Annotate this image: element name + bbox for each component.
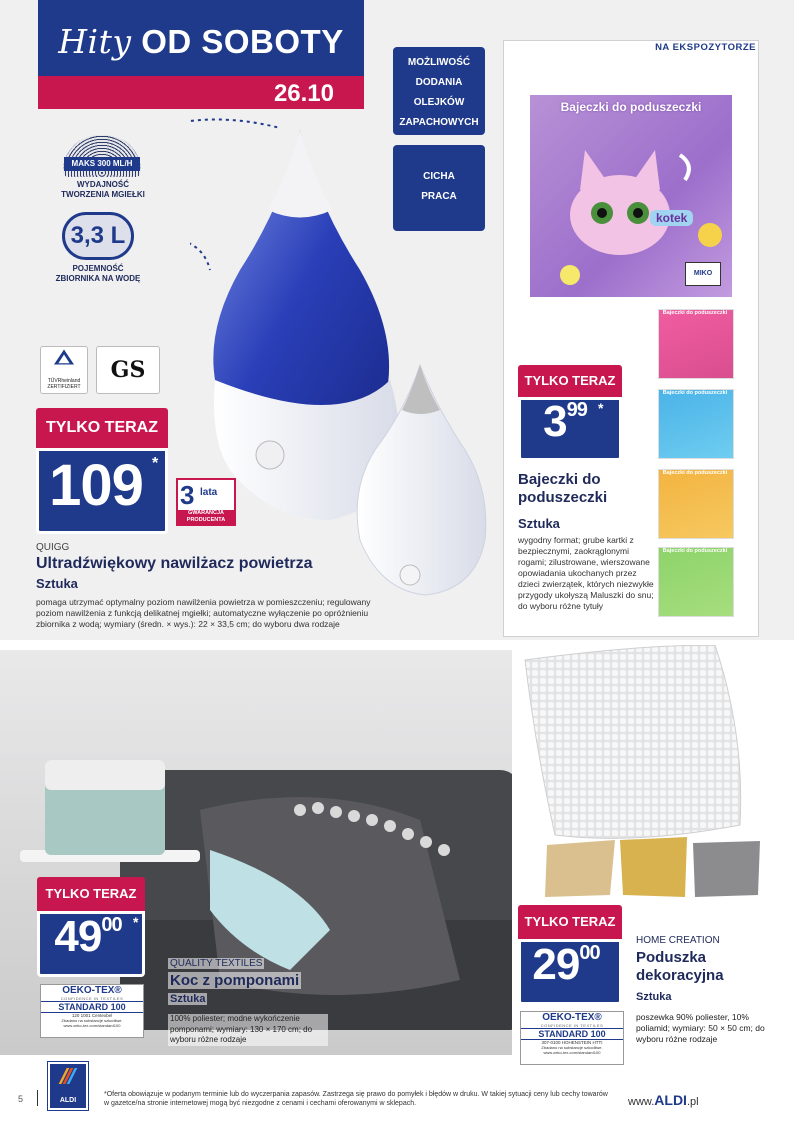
header-date: 26.10 <box>273 80 334 107</box>
pillow-description: poszewka 90% poliester, 10% poliamid; wymiary: 50 × 50 cm; do wyboru różne rodzaje <box>636 1012 765 1044</box>
blanket-price-int: 49 <box>54 912 102 961</box>
blanket-description: 100% poliester; modne wykończenie pomponami; wymiary: 130 × 170 cm; do wyboru różne rodzaje <box>168 1014 328 1046</box>
pillow-price-int: 29 <box>532 940 580 989</box>
blanket-oeko-code: 120 1001 Centexbel <box>71 1013 113 1018</box>
url-brand: ALDI <box>654 1092 687 1108</box>
book-variant-1 <box>658 309 734 379</box>
feature-quiet-box <box>393 145 485 231</box>
tank-value: 3,3 L <box>70 222 126 249</box>
feature-oil-line1: MOŻLIWOŚĆ <box>407 57 471 68</box>
folded-blanket-top <box>45 760 165 790</box>
feature-quiet-line2: PRACA <box>421 191 457 202</box>
blanket-tag-label: TYLKO TERAZ <box>37 877 145 911</box>
pillow-oeko-code: 307-0100 HOHENSTEIN HTTI <box>541 1040 603 1045</box>
mist-label-line2: TWORZENIA MGIEŁKI <box>61 190 145 199</box>
book-price-int: 3 <box>543 397 567 446</box>
book-variant-3 <box>658 469 734 539</box>
url-suffix: .pl <box>686 1096 699 1108</box>
book-name: Bajeczki do poduszeczki <box>518 471 608 506</box>
pillow-oeko-note2: www.oeko-tex.com/standard100 <box>543 1050 601 1055</box>
book-publisher-logo: MIKO <box>685 262 721 286</box>
header-title-rest: OD SOBOTY <box>141 23 344 60</box>
humidifier-price-star: * <box>152 455 159 472</box>
footer-divider <box>37 1090 38 1106</box>
pillow-main <box>525 645 741 838</box>
footnote: *Oferta obowiązuje w podanym terminie lub do wyczerpania zapasów. Zastrzega się prawo do pomyłek i błędów w druku. W takiej sytuacji ceny lub cechy towarów w gazetce/na stronie internetowej mogą być niezgodne z cenami i cechami oferowanymi w sklepach. <box>104 1091 608 1107</box>
blanket-price <box>40 912 139 962</box>
display-label: NA EKSPOZYTORZE <box>655 42 756 53</box>
blanket-price-dec: 00 <box>101 914 122 936</box>
book-variant-2 <box>658 389 734 459</box>
tuv-sub: ZERTIFIZIERT <box>47 384 81 390</box>
book-variant-1-title: Bajeczki do poduszeczki <box>662 310 728 316</box>
book-price-star: * <box>598 400 604 416</box>
pillow-price <box>520 940 612 990</box>
header-title <box>38 22 364 61</box>
humidifier-tag-label: TYLKO TERAZ <box>36 408 168 448</box>
tank-label-line2: ZBIORNIKA NA WODĘ <box>55 274 141 283</box>
feature-oil-line3: OLEJKÓW <box>413 97 465 108</box>
book-cover-title: Bajeczki do poduszeczki <box>560 100 702 114</box>
blanket-oeko-note1: Zbadano na substancje szkodliwe. <box>61 1018 123 1023</box>
blanket-unit: Sztuka <box>170 993 206 1005</box>
blanket-brand: QUALITY TEXTILES <box>170 958 263 969</box>
blanket-oeko-sub: CONFIDENCE IN TEXTILES <box>60 996 124 1001</box>
pillow-oeko-note1: Zbadano na substancje szkodliwe. <box>541 1045 603 1050</box>
mist-label-line1: WYDAJNOŚĆ <box>76 180 129 189</box>
book-unit: Sztuka <box>518 516 560 531</box>
tank-label-line1: POJEMNOŚĆ <box>72 264 124 273</box>
url-prefix: www. <box>628 1096 655 1108</box>
pillow-image <box>515 645 775 905</box>
pillow-price-dec: 00 <box>579 942 600 964</box>
aldi-website-link[interactable] <box>628 1092 699 1108</box>
humidifier-unit: Sztuka <box>36 576 78 591</box>
humidifier-description: pomaga utrzymać optymalny poziom nawilżenia powietrza w pomieszczeniu; regulowany poziom nawilżenia z funkcją delikatnej mgiełki; automatyczne wyłączenie po opróżnieniu zbiornika z wodą; wymiary (średn. × wys.): 22 × 33,5 cm; do wyboru dwa rodzaje <box>36 597 371 629</box>
header-title-script: Hity <box>58 22 132 61</box>
tuv-name: TÜVRheinland <box>47 378 81 384</box>
guarantee-text <box>178 510 234 524</box>
humidifier-knob <box>256 441 284 469</box>
tuv-text <box>40 378 88 390</box>
pillow-oeko-title: OEKO-TEX® <box>542 1012 602 1023</box>
gs-logo-text: GS <box>110 357 146 383</box>
humidifier-cap <box>268 130 332 218</box>
blanket-name: Koc z pomponami <box>170 972 300 989</box>
pillow-name: Poduszka dekoracyjna <box>636 949 724 984</box>
pillow-oeko-sub: CONFIDENCE IN TEXTILES <box>540 1023 604 1028</box>
blanket-oeko-note2: www.oeko-tex.com/standard100 <box>63 1023 121 1028</box>
aldi-logo-text: ALDI <box>59 1097 77 1104</box>
pillow-price-star: * <box>612 943 618 959</box>
pillow-oeko-standard: STANDARD 100 <box>521 1028 623 1040</box>
book-variant-4-title: Bajeczki do poduszeczki <box>662 548 728 554</box>
book-tag-label: TYLKO TERAZ <box>518 365 622 397</box>
pillow-brand: HOME CREATION <box>636 935 720 946</box>
book-cover-subtitle: kotek <box>650 210 693 226</box>
small-humidifier-cap <box>402 365 440 414</box>
book-price <box>520 397 610 447</box>
pillow-oeko-label <box>520 1011 624 1065</box>
tank-label <box>50 264 146 284</box>
pillow-tag-label: TYLKO TERAZ <box>518 905 622 939</box>
tuv-triangle-icon <box>41 347 87 377</box>
book-variant-3-title: Bajeczki do poduszeczki <box>662 470 728 476</box>
mist-arrow <box>190 119 280 130</box>
feature-oil-box <box>393 47 485 135</box>
aldi-stripes-icon <box>50 1064 86 1096</box>
feature-oil-line4: ZAPACHOWYCH <box>399 117 479 128</box>
guarantee-text-line1: GWARANCJA <box>187 510 225 516</box>
book-variant-2-title: Bajeczki do poduszeczki <box>662 390 728 396</box>
feature-oil-line2: DODANIA <box>415 77 463 88</box>
humidifier-brand: QUIGG <box>36 542 70 553</box>
mist-value: MAKS 300 ML/H <box>64 157 140 171</box>
book-price-dec: 99 <box>566 399 587 421</box>
tank-arrow <box>190 238 210 270</box>
blanket-oeko-label <box>40 984 144 1038</box>
guarantee-text-line2: PRODUCENTA <box>186 517 226 523</box>
book-variant-4 <box>658 547 734 617</box>
blanket-oeko-title: OEKO-TEX® <box>62 985 122 996</box>
guarantee-years: 3 <box>180 480 195 510</box>
small-humidifier-knob <box>400 565 420 585</box>
humidifier-price: 109 <box>49 453 143 518</box>
blanket-oeko-standard: STANDARD 100 <box>41 1001 143 1013</box>
feature-quiet-line1: CICHA <box>423 171 455 182</box>
guarantee-unit: lata <box>200 487 218 498</box>
blanket-price-star: * <box>133 914 139 930</box>
pillow-unit: Sztuka <box>636 991 672 1003</box>
pillow-mustard <box>620 837 687 897</box>
book-description: wygodny format; grube kartki z bezpiecznymi, zaokrąglonymi rogami; zilustrowane, wierszowane opowiadania ukochanych przez dzieci zwierzątek, których niezwykłe przygody ukołyszą Maluszki do snu; do wyboru różne tytuły <box>518 535 654 611</box>
mist-label <box>50 180 156 200</box>
pillow-grey <box>693 841 760 897</box>
page-number: 5 <box>18 1094 24 1104</box>
humidifier-name: Ultradźwiękowy nawilżacz powietrza <box>36 555 313 572</box>
pillow-beige <box>545 840 615 897</box>
